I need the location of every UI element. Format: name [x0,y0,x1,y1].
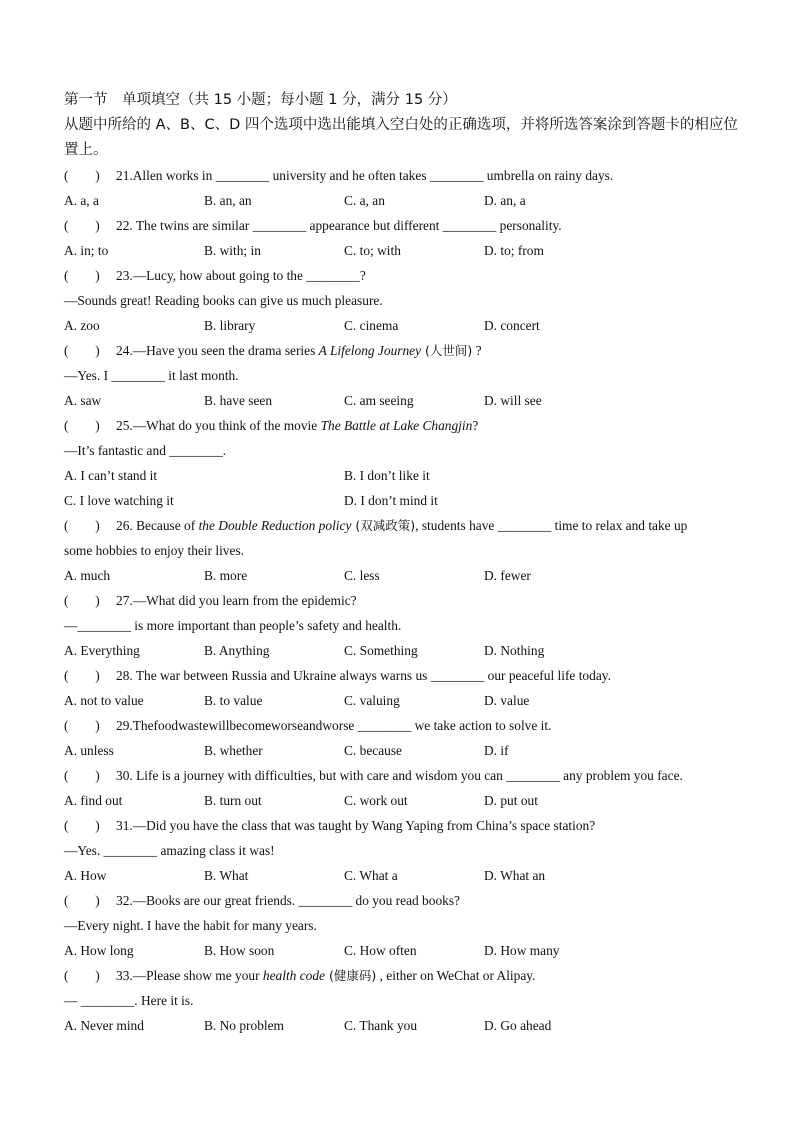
reply-31: —Yes. ________ amazing class it was! [64,843,275,858]
option-c: C. am seeing [344,393,414,408]
option-b: B. How soon [204,943,275,958]
option-a: A. zoo [64,318,100,333]
option-a: A. How long [64,943,134,958]
option-d: D. I don’t mind it [344,493,438,508]
option-d: D. fewer [484,568,531,583]
option-a: A. Everything [64,643,140,658]
option-b: B. have seen [204,393,273,408]
options-26 [64,563,744,588]
reply-27: —________ is more important than people’s safety and health. [64,618,402,633]
options-31 [64,863,744,888]
options-22 [64,238,744,263]
question-33: ( ) 33.—Please show me your health code (健康码) , either on WeChat or Alipay. [64,963,744,988]
option-b: B. I don’t like it [344,468,430,483]
question-27: ( ) 27.—What did you learn from the epidemic? [64,588,744,613]
option-a: A. I can’t stand it [64,468,158,483]
option-d: D. value [484,693,530,708]
option-a: A. saw [64,393,102,408]
drama-title: A Lifelong Journey [318,343,422,358]
answer-paren: ( ) [64,768,100,783]
option-d: D. to; from [484,243,544,258]
question-30: ( ) 30. Life is a journey with difficulties, but with care and wisdom you can ________ any problem you face. [64,763,744,788]
option-c: C. work out [344,793,408,808]
question-24: ( ) 24.—Have you seen the drama series A Lifelong Journey (人世间) ? [64,338,744,363]
option-c: C. I love watching it [64,493,174,508]
options-23 [64,313,744,338]
reply-33: — ________. Here it is. [64,993,194,1008]
answer-paren: ( ) [64,893,100,908]
reply-25: —It’s fantastic and ________. [64,443,227,458]
option-c: C. because [344,743,403,758]
option-c: C. How often [344,943,417,958]
option-a: A. Never mind [64,1018,144,1033]
question-25: ( ) 25.—What do you think of the movie The Battle at Lake Changjin? [64,413,744,438]
answer-paren: ( ) [64,593,100,608]
option-d: D. Nothing [484,643,545,658]
option-a: A. in; to [64,243,109,258]
answer-paren: ( ) [64,518,100,533]
option-b: B. with; in [204,243,261,258]
option-b: B. No problem [204,1018,284,1033]
reply-32: —Every night. I have the habit for many years. [64,918,317,933]
options-27 [64,638,744,663]
option-a: A. How [64,868,107,883]
question-29: ( ) 29.Thefoodwastewillbecomeworseandworse ________ we take action to solve it. [64,713,744,738]
question-26: ( ) 26. Because of the Double Reduction policy (双减政策), students have ________ time to relax and take up [64,513,744,538]
option-d: D. What an [484,868,546,883]
question-21: ( ) 21.Allen works in ________ university and he often takes ________ umbrella on rainy days. [64,163,744,188]
reply-23: —Sounds great! Reading books can give us much pleasure. [64,293,383,308]
option-d: D. put out [484,793,538,808]
option-c: C. What a [344,868,398,883]
option-c: C. to; with [344,243,401,258]
option-a: A. much [64,568,111,583]
option-a: A. a, a [64,193,99,208]
answer-paren: ( ) [64,168,100,183]
option-b: B. Anything [204,643,270,658]
health-code-term: health code [262,968,326,983]
options-32 [64,938,744,963]
options-30 [64,788,744,813]
options-29 [64,738,744,763]
option-c: C. less [344,568,380,583]
option-b: B. turn out [204,793,262,808]
option-a: A. find out [64,793,123,808]
answer-paren: ( ) [64,268,100,283]
options-25-row1 [64,463,744,488]
option-c: C. valuing [344,693,400,708]
reply-24: —Yes. I ________ it last month. [64,368,239,383]
option-c: C. Thank you [344,1018,418,1033]
option-d: D. if [484,743,509,758]
question-22: ( ) 22. The twins are similar ________ appearance but different ________ personality. [64,213,744,238]
option-b: B. an, an [204,193,252,208]
option-a: A. not to value [64,693,144,708]
option-b: B. library [204,318,256,333]
policy-name: the Double Reduction policy [198,518,352,533]
option-c: C. Something [344,643,418,658]
options-28 [64,688,744,713]
option-d: D. Go ahead [484,1018,552,1033]
option-d: D. will see [484,393,542,408]
option-c: C. cinema [344,318,399,333]
options-24 [64,388,744,413]
question-26-cont: some hobbies to enjoy their lives. [64,543,245,558]
question-23: ( ) 23.—Lucy, how about going to the ________? [64,263,744,288]
options-33 [64,1013,744,1038]
option-d: D. How many [484,943,560,958]
options-21 [64,188,744,213]
answer-paren: ( ) [64,218,100,233]
answer-paren: ( ) [64,718,100,733]
option-b: B. What [204,868,249,883]
option-b: B. whether [204,743,263,758]
options-25-row2 [64,488,744,513]
movie-title: The Battle at Lake Changjin [320,418,473,433]
option-c: C. a, an [344,193,385,208]
answer-paren: ( ) [64,968,100,983]
question-31: ( ) 31.—Did you have the class that was taught by Wang Yaping from China’s space station? [64,813,744,838]
option-a: A. unless [64,743,114,758]
option-b: B. more [204,568,248,583]
exam-page [64,88,744,1038]
answer-paren: ( ) [64,668,100,683]
instructions: 从题中所给的 A、B、C、D 四个选项中选出能填入空白处的正确选项，并将所选答案涂到答题卡的相应位置上。 [64,117,738,158]
question-32: ( ) 32.—Books are our great friends. ________ do you read books? [64,888,744,913]
question-28: ( ) 28. The war between Russia and Ukraine always warns us ________ our peaceful life today. [64,663,744,688]
answer-paren: ( ) [64,818,100,833]
answer-paren: ( ) [64,418,100,433]
section-title: 第一节 单项填空（共 15 小题；每小题 1 分，满分 15 分） [64,92,457,108]
option-b: B. to value [204,693,263,708]
answer-paren: ( ) [64,343,100,358]
option-d: D. concert [484,318,540,333]
option-d: D. an, a [484,193,526,208]
